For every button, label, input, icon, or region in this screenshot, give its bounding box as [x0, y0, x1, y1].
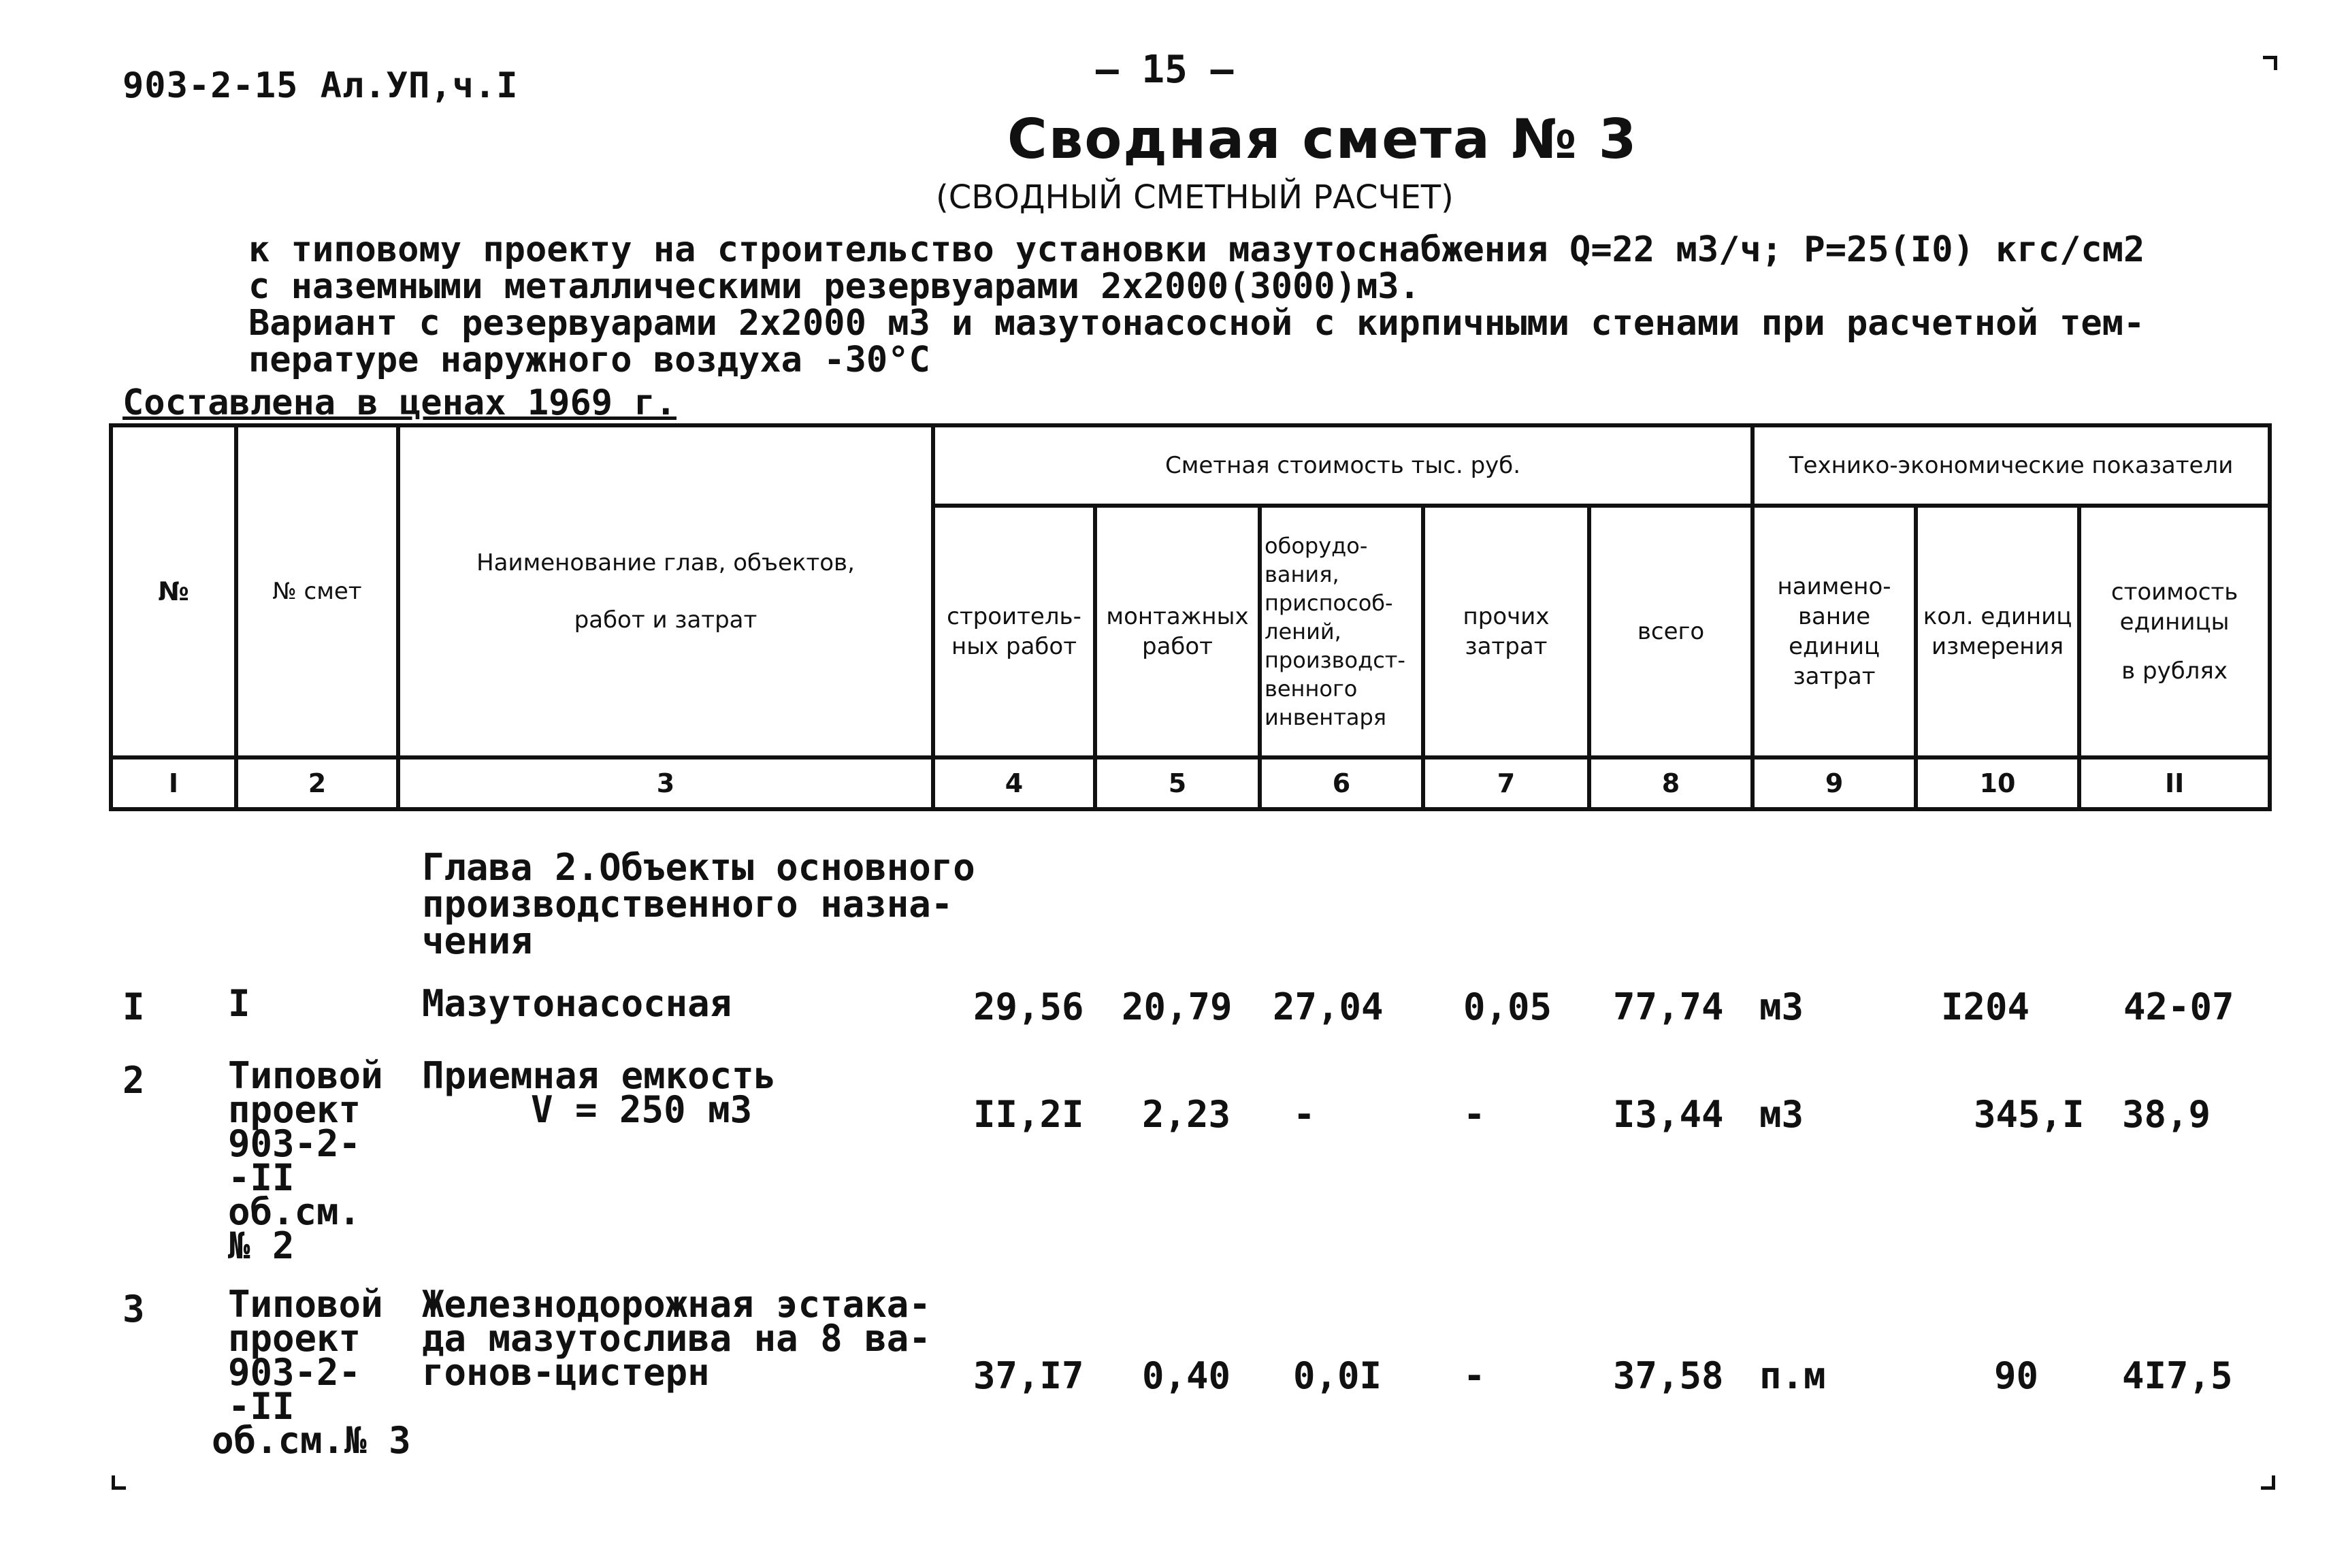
row-name-line: V = 250 м3 — [531, 1088, 753, 1131]
column-number: 10 — [1916, 757, 2079, 809]
row-number: I — [123, 985, 145, 1028]
row-name-line: Мазутонасосная — [422, 982, 732, 1025]
row-name-line: гонов-цистерн — [422, 1351, 710, 1394]
header-col-name-line-2: работ и затрат — [574, 606, 757, 634]
description-line-2: с наземными металлическими резервуарами 2х2000(3000)м3. — [248, 266, 1420, 307]
chapter-heading-line: чения — [422, 919, 533, 962]
row-qty: 345,I — [1974, 1093, 2085, 1136]
header-col-total: всего — [1589, 506, 1753, 757]
row-unit-cost: 4I7,5 — [2122, 1354, 2233, 1397]
row-estimate-line: об.см.№ 3 — [212, 1419, 411, 1462]
header-col-estimate-no: № смет — [236, 425, 398, 757]
corner-mark — [2263, 56, 2277, 70]
chapter-heading-line: производственного назна- — [422, 883, 953, 926]
prices-note: Составлена в ценах 1969 г. — [123, 382, 677, 423]
row-installation: 2,23 — [1142, 1093, 1231, 1136]
header-group-indicators: Технико-экономические показатели — [1753, 425, 2270, 506]
header-col-installation: монтажных работ — [1095, 506, 1260, 757]
row-other: - — [1463, 1093, 1486, 1136]
column-number: 4 — [933, 757, 1095, 809]
row-other: - — [1463, 1354, 1486, 1397]
row-name — [422, 982, 732, 1025]
row-estimate — [212, 1283, 411, 1462]
column-number: 2 — [236, 757, 398, 809]
row-total: 37,58 — [1613, 1354, 1724, 1397]
header-col-unit-qty: кол. единиц измерения — [1916, 506, 2079, 757]
row-estimate-line: 903-2- — [228, 1122, 361, 1165]
row-number: 2 — [123, 1059, 145, 1102]
column-number: 6 — [1260, 757, 1423, 809]
row-construction: II,2I — [973, 1093, 1084, 1136]
row-name — [422, 1283, 931, 1394]
row-estimate-line: -II — [228, 1385, 295, 1428]
row-unit: м3 — [1759, 1093, 1804, 1136]
row-estimate-line: проект — [228, 1317, 361, 1360]
row-unit: м3 — [1759, 985, 1804, 1028]
row-estimate-line: I — [228, 982, 250, 1025]
row-name — [422, 1054, 777, 1131]
document-code: 903-2-15 Ал.УП,ч.I — [123, 65, 519, 106]
header-col-unit-cost-line-2: в рублях — [2121, 657, 2228, 685]
row-qty: I204 — [1941, 985, 2030, 1028]
column-number: 8 — [1589, 757, 1753, 809]
header-col-no: № — [111, 425, 236, 757]
description-line-3: Вариант с резервуарами 2х2000 м3 и мазутонасосной с кирпичными стенами при расчетной тем- — [248, 303, 2145, 344]
column-number: 9 — [1753, 757, 1916, 809]
header-col-unit-cost-line-1: стоимость единицы — [2110, 578, 2238, 636]
column-number: 5 — [1095, 757, 1260, 809]
column-number: 7 — [1423, 757, 1589, 809]
row-name-line: Железнодорожная эстака- — [422, 1283, 931, 1326]
row-total: 77,74 — [1613, 985, 1724, 1028]
row-total: I3,44 — [1613, 1093, 1724, 1136]
row-unit-cost: 42-07 — [2123, 985, 2234, 1028]
row-unit: п.м — [1759, 1354, 1826, 1397]
row-estimate-line: Типовой — [228, 1283, 383, 1326]
row-estimate-line: об.см. — [228, 1190, 361, 1233]
row-equipment: - — [1293, 1093, 1316, 1136]
row-other: 0,05 — [1463, 985, 1552, 1028]
row-name-line: да мазутослива на 8 ва- — [422, 1317, 931, 1360]
row-estimate-line: Типовой — [228, 1054, 383, 1097]
column-number: 3 — [398, 757, 933, 809]
column-number: I — [111, 757, 236, 809]
page-title: Сводная смета № 3 — [1007, 108, 1638, 171]
header-col-name-line-1: Наименование глав, объектов, — [476, 549, 855, 576]
description-line-4: пературе наружного воздуха -30°С — [248, 340, 930, 380]
row-construction: 37,I7 — [973, 1354, 1084, 1397]
page-subtitle: (СВОДНЫЙ СМЕТНЫЙ РАСЧЕТ) — [936, 178, 1454, 216]
row-estimate-line: -II — [228, 1156, 295, 1199]
header-col-unit-cost — [2079, 506, 2270, 757]
row-estimate-line: проект — [228, 1088, 361, 1131]
row-estimate-line: 903-2- — [228, 1351, 361, 1394]
row-qty: 90 — [1994, 1354, 2039, 1397]
row-equipment: 27,04 — [1273, 985, 1384, 1028]
page-number: — 15 — — [1096, 48, 1234, 92]
header-col-name — [398, 425, 933, 757]
row-estimate — [228, 982, 250, 1025]
header-group-cost: Сметная стоимость тыс. руб. — [933, 425, 1753, 506]
row-installation: 0,40 — [1142, 1354, 1231, 1397]
description-line-1: к типовому проекту на строительство установки мазутоснабжения Q=22 м3/ч; Р=25(I0) кгс/см2 — [248, 229, 2145, 270]
header-col-other: прочих затрат — [1423, 506, 1589, 757]
header-col-unit-name: наимено-вание единиц затрат — [1753, 506, 1916, 757]
estimate-table-header — [109, 423, 2272, 811]
row-installation: 20,79 — [1122, 985, 1233, 1028]
corner-mark — [2261, 1475, 2275, 1490]
corner-mark — [112, 1475, 126, 1490]
row-equipment: 0,0I — [1293, 1354, 1382, 1397]
header-col-construction: строитель-ных работ — [933, 506, 1095, 757]
row-construction: 29,56 — [973, 985, 1084, 1028]
row-unit-cost: 38,9 — [2122, 1093, 2211, 1136]
row-number: 3 — [123, 1288, 145, 1330]
column-number: II — [2079, 757, 2270, 809]
row-name-line: Приемная емкость — [422, 1054, 777, 1097]
row-estimate — [228, 1054, 383, 1267]
chapter-heading-line: Глава 2.Объекты основного — [422, 846, 975, 889]
row-estimate-line: № 2 — [228, 1224, 295, 1267]
header-col-equipment: оборудо-вания, приспособ-лений, производст-венного инвентаря — [1260, 506, 1423, 757]
chapter-heading — [422, 846, 975, 962]
